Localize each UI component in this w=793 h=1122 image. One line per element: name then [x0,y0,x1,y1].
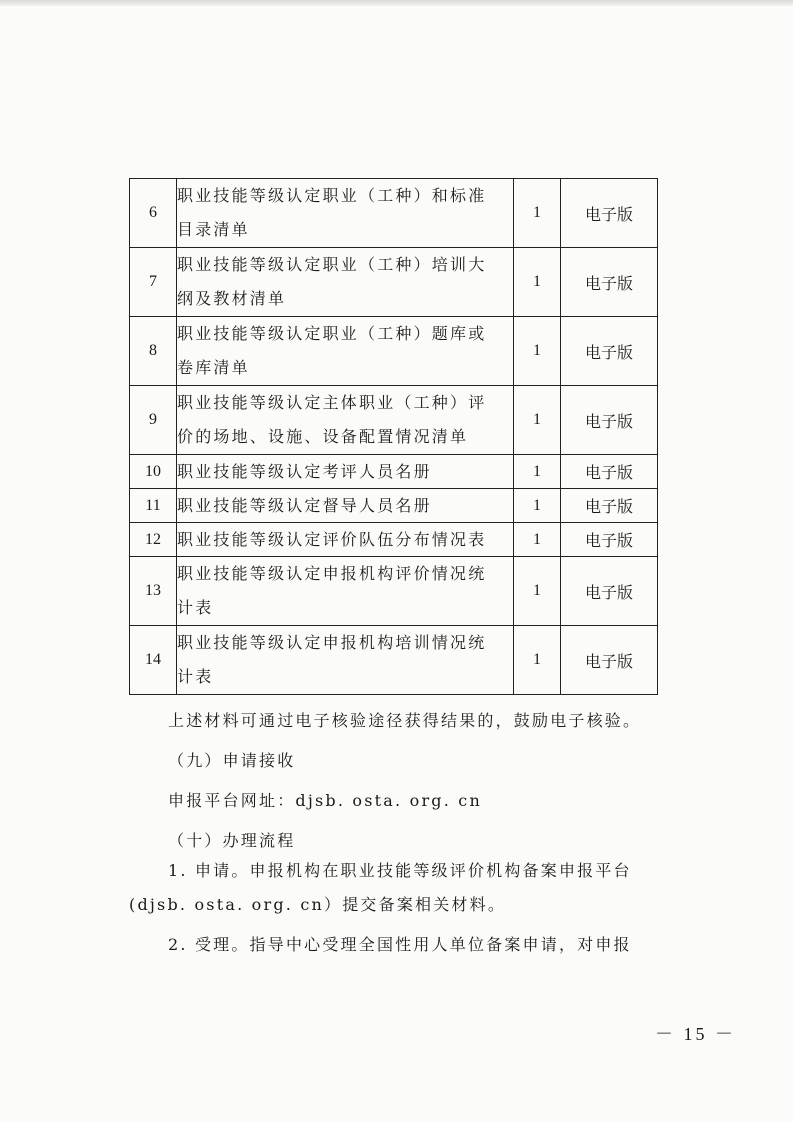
copies-count: 1 [514,523,561,557]
submission-format: 电子版 [561,455,658,489]
copies-count: 1 [514,557,561,626]
row-number: 12 [130,523,177,557]
material-name-line: 职业技能等级认定督导人员名册 [177,496,432,515]
submission-format: 电子版 [561,179,658,248]
copies-count: 1 [514,626,561,695]
material-name-line: 职业技能等级认定申报机构评价情况统 [177,564,487,583]
submission-format: 电子版 [561,557,658,626]
row-number: 14 [130,626,177,695]
row-number: 13 [130,557,177,626]
submission-format: 电子版 [561,626,658,695]
table-row [130,489,658,523]
material-name-line: 目录清单 [177,220,250,239]
table-row [130,248,658,317]
material-name-line: 计表 [177,667,214,686]
copies-count: 1 [514,317,561,386]
copies-count: 1 [514,248,561,317]
table-row [130,523,658,557]
scan-edge [0,0,793,6]
material-name [177,626,514,695]
material-name-line: 卷库清单 [177,358,250,377]
platform-url-line: 申报平台网址：djsb. osta. org. cn [168,791,482,810]
material-name-line: 职业技能等级认定评价队伍分布情况表 [177,530,487,549]
material-name-line: 纲及教材清单 [177,289,287,308]
copies-count: 1 [514,386,561,455]
material-name [177,317,514,386]
row-number: 6 [130,179,177,248]
material-name [177,179,514,248]
copies-count: 1 [514,455,561,489]
copies-count: 1 [514,489,561,523]
table-row [130,626,658,695]
table-row [130,455,658,489]
materials-table [129,178,658,695]
row-number: 10 [130,455,177,489]
submission-format: 电子版 [561,248,658,317]
submission-format: 电子版 [561,489,658,523]
material-name [177,386,514,455]
material-name-line: 职业技能等级认定职业（工种）题库或 [177,324,487,343]
submission-format: 电子版 [561,523,658,557]
row-number: 8 [130,317,177,386]
page-number: － 15 － [655,1024,736,1044]
table-row [130,317,658,386]
material-name [177,557,514,626]
material-name-line: 职业技能等级认定申报机构培训情况统 [177,633,487,652]
material-name-line: 职业技能等级认定职业（工种）培训大 [177,255,487,274]
row-number: 9 [130,386,177,455]
row-number: 7 [130,248,177,317]
submission-format: 电子版 [561,386,658,455]
material-name [177,248,514,317]
material-name [177,455,514,489]
table-row [130,386,658,455]
step2-line1: 2. 受理。指导中心受理全国性用人单位备案申请，对申报 [168,935,632,954]
section-heading-process: （十）办理流程 [168,831,296,850]
section-heading-application-receipt: （九）申请接收 [168,751,296,770]
material-name [177,523,514,557]
table-row [130,557,658,626]
copies-count: 1 [514,179,561,248]
material-name-line: 价的场地、设施、设备配置情况清单 [177,427,469,446]
submission-format: 电子版 [561,317,658,386]
step1-line1: 1. 申请。申报机构在职业技能等级评价机构备案申报平台 [168,861,632,880]
material-name [177,489,514,523]
step1-line2: (djsb. osta. org. cn）提交备案相关材料。 [129,895,507,914]
material-name-line: 职业技能等级认定主体职业（工种）评 [177,393,487,412]
note-paragraph: 上述材料可通过电子核验途径获得结果的，鼓励电子核验。 [168,711,642,730]
material-name-line: 职业技能等级认定考评人员名册 [177,462,432,481]
row-number: 11 [130,489,177,523]
material-name-line: 职业技能等级认定职业（工种）和标准 [177,186,487,205]
material-name-line: 计表 [177,598,214,617]
table-row [130,179,658,248]
